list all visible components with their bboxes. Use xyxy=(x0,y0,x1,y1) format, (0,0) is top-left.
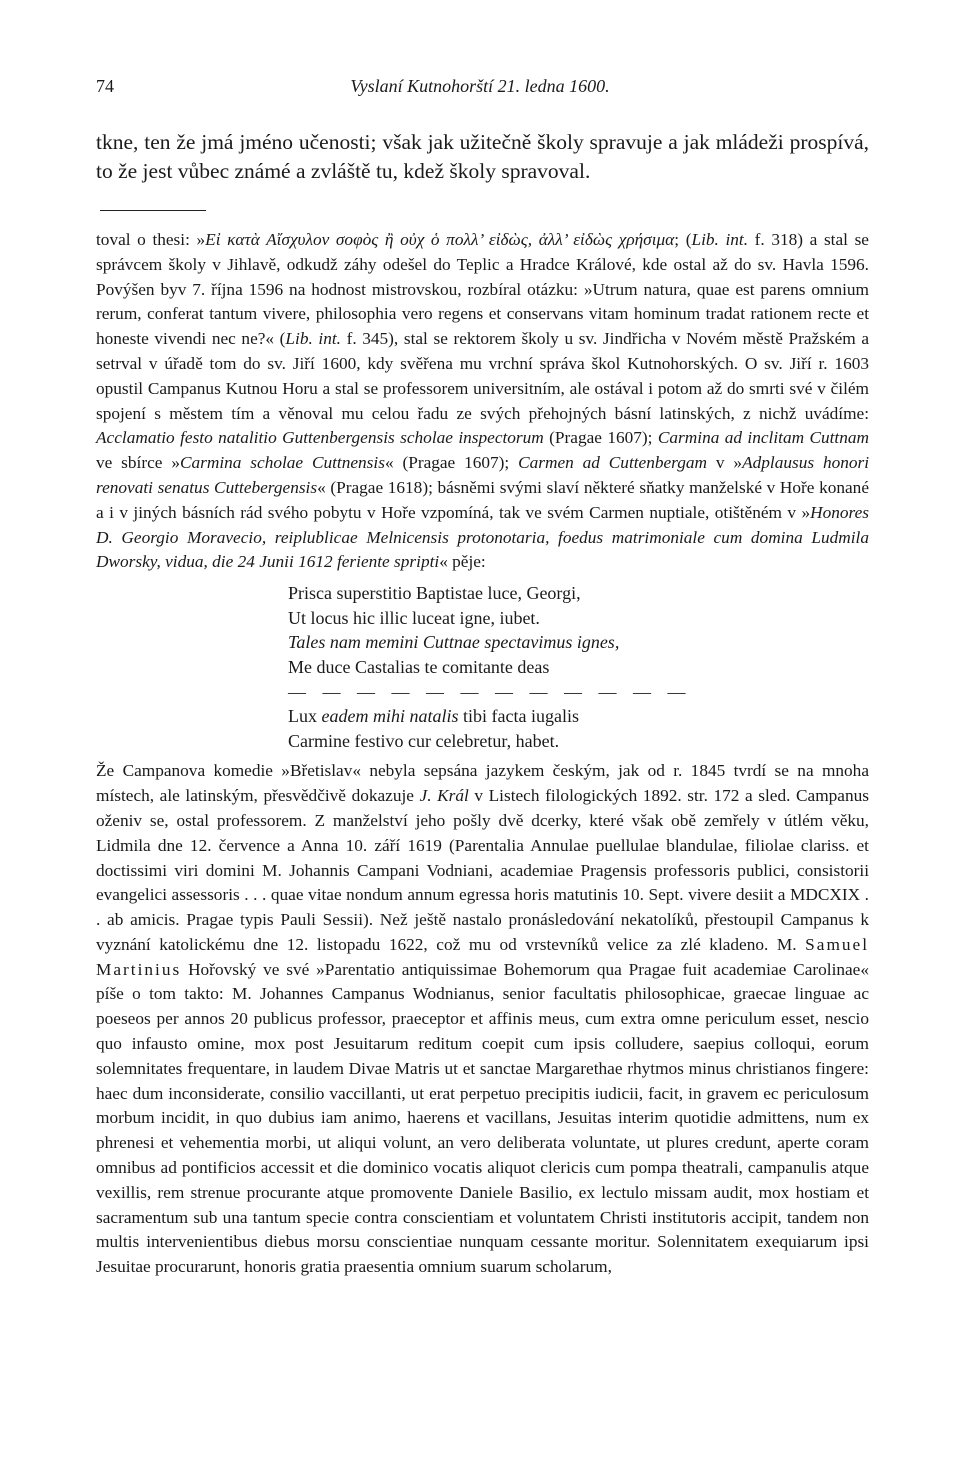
text-run: Me duce Castalias te comitante deas xyxy=(288,656,550,677)
italic-run: Adplausus honori renovati senatus Cuttebergensis xyxy=(96,453,870,497)
poem-ellipsis-line xyxy=(288,680,869,705)
text-run: « (Pragae 1618); básněmi svými slaví některé sňatky manželské v Hoře konané a i v jiných básních rád svého pobytu v Hoře vzpomíná, tak ve svém Carmen nuptiale, otištěném v » xyxy=(96,477,869,522)
italic-run: Acclamatio festo natalitio Guttenbergensis scholae inspectorum xyxy=(96,428,544,448)
poem-line xyxy=(288,606,869,631)
text-run: Lux xyxy=(288,706,322,727)
poem xyxy=(288,581,869,753)
italic-run: Lib. int. xyxy=(691,230,749,249)
text-run: v Listech filologických 1892. str. 172 a sled. Campanus oženiv se, ostal professorem. Z manželství jeho pošly dvě dcerky, které však obě zemřely v útlém věku, Lidmila dne 12. července a Anna 10. září 1619 (Parentalia Annulae puellulae blandulae, filiolae clariss. et doctissimi viri domini M. Johannis Campani Vodniani, academiae Pragensis professoris publici, consistorii evangelici assessoris . . . quae vitae nondum annum egressa horis matutinis 10. Sept. vivere desiit a MDCXIX . . ab amicis. Pragae typis Pauli Sessii). Než ještě nastalo pronásledování nekatolíků, přestoupil Campanus k vyznání katolickému dne 12. listopadu 1622, což mu od vrstevníků velice za zlé kladeno. M. xyxy=(96,786,869,954)
poem-line xyxy=(288,581,869,606)
footnotes xyxy=(96,228,869,1280)
poem-line xyxy=(288,704,869,729)
italic-run: eadem mihi natalis xyxy=(321,706,459,727)
italic-run: Carmina ad inclitam Cuttnam xyxy=(657,428,869,448)
footnote-rule xyxy=(100,210,206,211)
poem-line xyxy=(288,729,869,754)
text-run: toval o thesi: » xyxy=(96,230,206,249)
text-run: v » xyxy=(707,453,743,473)
text-run: Ut locus hic illic luceat igne, iubet. xyxy=(288,607,540,628)
text-run: ; ( xyxy=(674,230,692,249)
text-run: Carmine festivo cur celebretur, habet. xyxy=(288,730,560,751)
text-run: « (Pragae 1607); xyxy=(384,453,519,473)
text-run: — — — — — — — — — — — — xyxy=(288,681,692,702)
footnote-paragraph xyxy=(96,228,869,575)
italic-run: Carmen ad Cuttenbergam xyxy=(518,453,708,473)
text-run: (Pragae 1607); xyxy=(543,428,658,448)
main-text xyxy=(96,128,869,186)
text-run: Že Campanova komedie »Břetislav« nebyla sepsána jazykem českým, jak od r. 1845 tvrdí se na mnoha místech, ale latinským, přesvědčivě dokazuje xyxy=(96,761,869,806)
main-paragraph: tkne, ten že jmá jméno učenosti; však jak užitečně školy spravuje a jak mládeži prospívá, to že jest vůbec známé a zvláště tu, kdež školy spravoval. xyxy=(96,130,869,183)
text-run: tibi facta iugalis xyxy=(458,706,579,727)
text-run: f. 345), stal se rektorem školy u sv. Jindřicha v Novém městě Pražském a setrval v úřadě tom do sv. Jiří 1600, kdy svěřena mu vrchní správa škol Kutnohorských. O sv. Jiří r. 1603 opustil Campanus Kutnou Horu a stal se professorem universitním, ale ostával i potom až do smrti své v čilém spojení s městem tím a věnoval mu celou řadu ze svých přehojných básní latinských, z nichž uvádíme: xyxy=(96,329,869,423)
text-run: Prisca superstitio Baptistae luce, Georgi, xyxy=(288,583,581,604)
text-run: Samuel Martinius xyxy=(96,934,869,979)
running-head xyxy=(96,76,864,102)
text-run: Hořovský ve své »Parentatio antiquissimae Bohemorum qua Pragae fuit academiae Carolinae« píše o tom takto: M. Johannes Campanus Wodnianus, senior facultatis philosophicae, graecae linguae ac poeseos per annos 20 publicus professor, praeceptor et affinis meus, cum extra omne periculum esset, nescio quo infausto omine, mox post Jesuitarum reditum coepit cum ipsis colludere, saepius colloqui, eorum solemnitates frequentare, in laudem Divae Matris ut et sanctae Margarethae rhytmos minus christianos fingere: haec dum inconsiderate, consilio vaccillanti, ut erat perpetuo precipitis iudicii, facit, in gravem ec periculosum morbum incidit, in quo dubius iam animo, haerens et vacillans, Jesuitas interim quotidie admittens, num ex phrenesi et vehementia morbi, ut aliqui volunt, an vero deliberata voluntate, ut plures credunt, aperte coram omnibus ad pontificios accessit et die dominico vocatis aliquot clericis cum pompa theatrali, campanulis atque vexillis, rem strenue procurante atque promovente Daniele Basilio, ex lectulo missam audit, mox hostiam et sacramentum sub una tantum specie contra conscientiam et voluntatem Christi institutoris accipit, tandem non multis intervenientibus diebus morsu conscientiae nunquam cessante moritur. Solennitatem exequiarum ipsi Jesuitae procurarunt, honoris gratia praesentia omnium suarum scholarum, xyxy=(96,959,869,1277)
italic-run: Lib. int. xyxy=(285,329,341,349)
italic-run: J. Král xyxy=(419,786,469,806)
poem-line xyxy=(288,630,869,655)
text-run: ve sbírce » xyxy=(96,453,180,473)
italic-run: Honores D. Georgio Moravecio, reiplublicae Melnicensis protonotaria, foedus matrimoniale cum domina Ludmila Dworsky, vidua, die 24 Junii 1612 feriente spripti xyxy=(96,502,869,572)
italic-run: Tales nam memini Cuttnae spectavimus ignes, xyxy=(288,632,620,653)
page-number: 74 xyxy=(96,76,114,96)
text-run: « pěje: xyxy=(439,552,486,572)
italic-run: Carmina scholae Cuttnensis xyxy=(179,453,385,473)
text-run: f. 318) a stal se správcem školy v Jihlavě, odkudž záhy odešel do Teplic a Hradce Králové, kde ostal až do sv. Havla 1596. Povýšen byv 7. října 1596 na hodnost mistrovskou, rozbíral otázku: »Utrum natura, quae est parens omnium rerum, conferat tantum vivere, philosophia vero regens et conservans vitam hominum tradat rationem recte et honeste vivendi nec ne?« ( xyxy=(96,230,869,349)
running-title: Vyslaní Kutnohorští 21. ledna 1600. xyxy=(350,76,610,96)
poem-line xyxy=(288,655,869,680)
italic-run: Εἰ κατὰ Αἴσχυλον σοφὸς ἢ οὐχ ὁ πολλ’ εἰδὼς, ἀλλ’ εἰδὼς χρήσιμα xyxy=(205,230,675,249)
footnote-paragraph xyxy=(96,759,869,1280)
